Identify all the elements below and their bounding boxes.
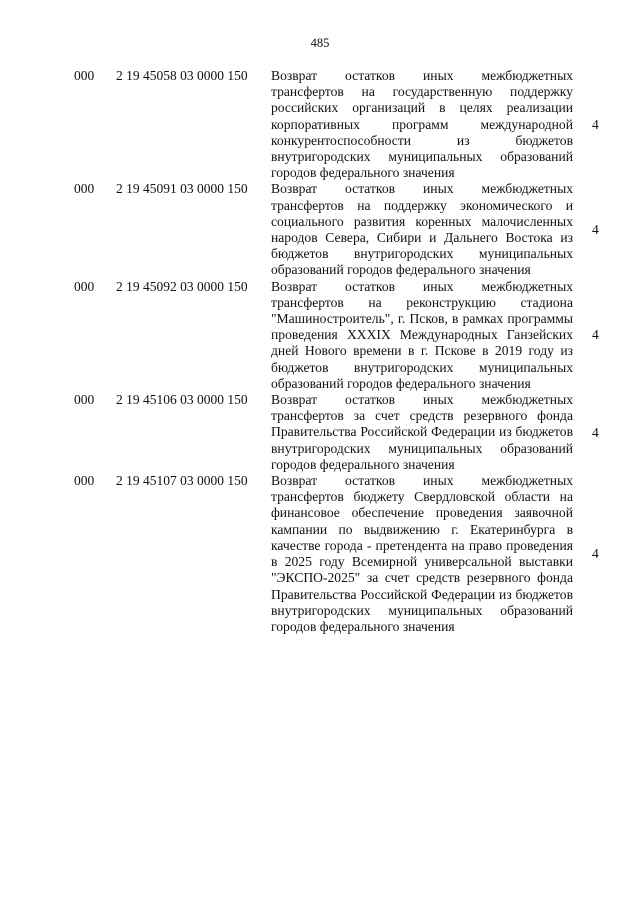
admin-code: 000 <box>74 181 95 197</box>
row-value: 4 <box>592 221 599 237</box>
income-description: Возврат остатков иных межбюджетных трансфертов на поддержку экономического и социального развития коренных малочисленных народов Севера, Сибири и Дальнего Востока из бюджетов внутригородских муниципальных образований городов федерального значения <box>271 181 573 278</box>
row-value: 4 <box>592 327 599 343</box>
income-description: Возврат остатков иных межбюджетных трансфертов бюджету Свердловской области на финансовое обеспечение проведения заявочной кампании по выдвижению г. Екатеринбурга в качестве города - претендента на право проведения в 2025 году Всемирной универсальной выставки "ЭКСПО-2025" за счет средств резервного фонда Правительства Российской Федерации из бюджетов внутригородских муниципальных образований городов федерального значения <box>271 473 573 634</box>
income-description: Возврат остатков иных межбюджетных трансфертов на реконструкцию стадиона "Машиностроитель", г. Псков, в рамках программы проведения XXXIX Международных Ганзейских дней Нового времени в г. Пскове в 2019 году из бюджетов внутригородских муниципальных образований городов федерального значения <box>271 278 573 391</box>
kbk-code: 2 19 45092 03 0000 150 <box>116 278 248 294</box>
kbk-code: 2 19 45058 03 0000 150 <box>116 68 248 83</box>
income-description: Возврат остатков иных межбюджетных трансфертов на государственную поддержку российских организаций в целях реализации корпоративных программ международной конкурентоспособности из бюджетов внутригородских муниципальных образований городов федерального значения <box>271 68 573 181</box>
kbk-code: 2 19 45091 03 0000 150 <box>116 181 248 197</box>
admin-code: 000 <box>74 473 95 489</box>
table-row <box>0 473 640 635</box>
admin-code: 000 <box>74 392 95 408</box>
table-row <box>0 392 640 473</box>
row-value: 4 <box>592 424 599 440</box>
table-row <box>0 181 640 278</box>
admin-code: 000 <box>74 278 95 294</box>
table-row <box>0 68 640 181</box>
kbk-code: 2 19 45106 03 0000 150 <box>116 392 248 408</box>
row-value: 4 <box>592 545 599 561</box>
income-description: Возврат остатков иных межбюджетных трансфертов за счет средств резервного фонда Правительства Российской Федерации из бюджетов внутригородских муниципальных образований городов федерального значения <box>271 392 573 472</box>
classification-table <box>0 68 640 635</box>
kbk-code: 2 19 45107 03 0000 150 <box>116 473 248 489</box>
row-value: 4 <box>592 116 599 132</box>
table-row <box>0 279 640 392</box>
page-number: 485 <box>310 36 330 50</box>
admin-code: 000 <box>74 68 95 83</box>
